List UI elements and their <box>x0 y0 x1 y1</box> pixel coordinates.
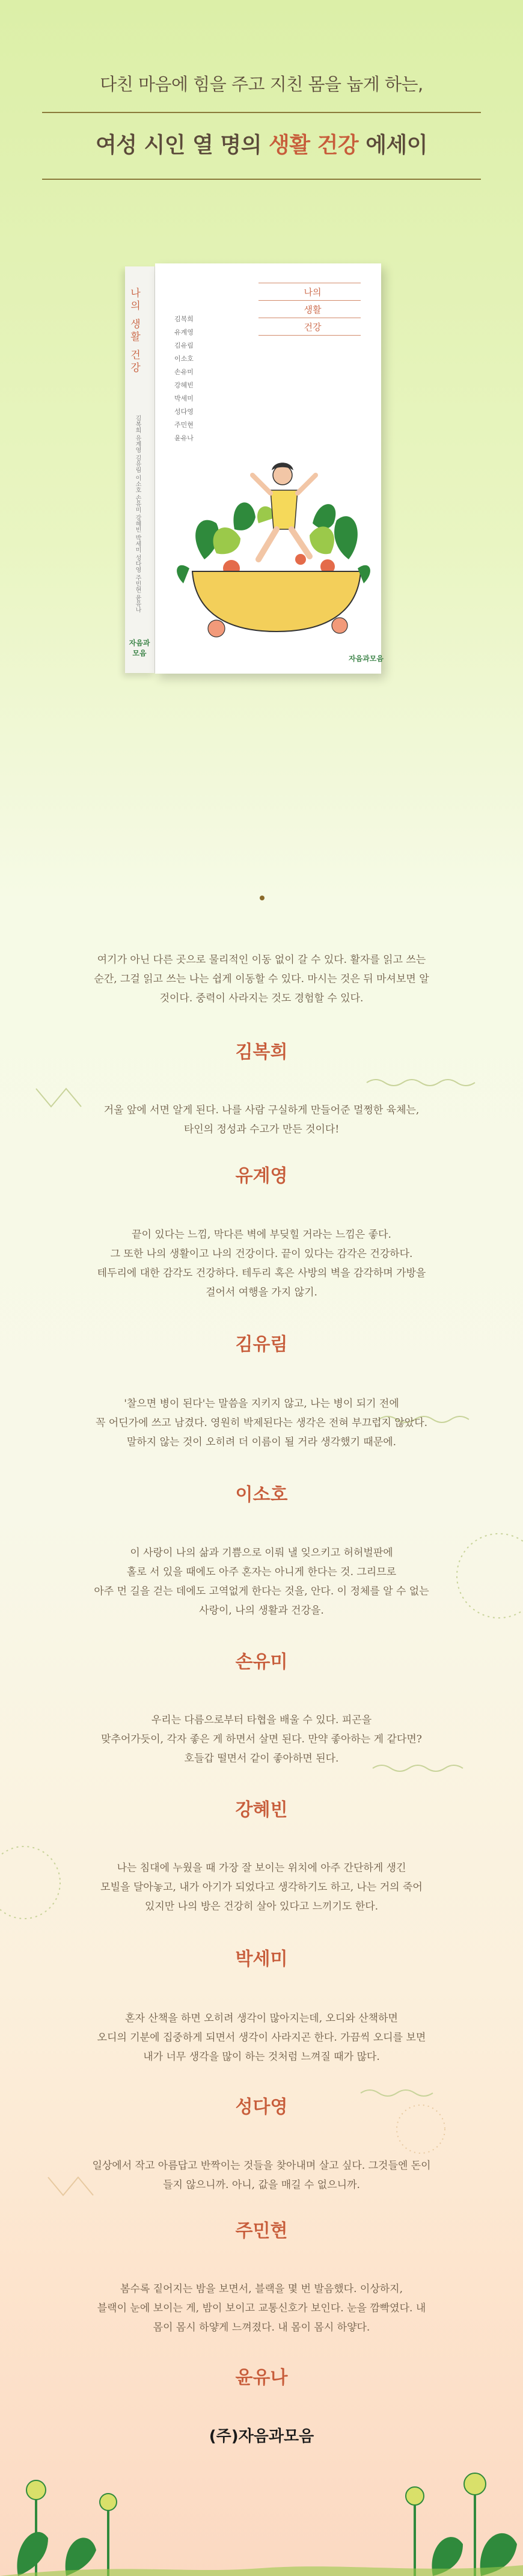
essay-3-text: 끝이 있다는 느낌, 막다른 벽에 부딪힐 거라는 느낌은 좋다. 그 또한 나의 생활이고 나의 건강이다. 끝이 있다는 감각은 건강하다. 테두리에 대한 감각도 건강하다. 테두리 혹은 사방의 벽을 감각하며 가방을 걸어서 여행을 가지 않기. <box>97 1229 426 1299</box>
spine-publisher: 자음과모음 <box>129 639 150 657</box>
essay-2-text: 거울 앞에 서면 알게 된다. 나를 사람 구실하게 만들어준 멀쩡한 육체는, 타인의 정성과 수고가 만든 것이다! <box>103 1104 420 1136</box>
essay-4-text: '찰으면 병이 된다'는 말씀을 지키지 않고, 나는 병이 되기 전에 꼭 어딘가에 쓰고 남겼다. 영원히 박제된다는 생각은 전혀 부끄럽지 않았다. 말하지 않는 것이 오히려 더 이름이 될 거라 생각했기 때문에. <box>95 1398 428 1448</box>
essay-2-author: 유계영 <box>235 1166 288 1187</box>
essay-5-author: 손유미 <box>235 1652 288 1673</box>
essay-8-text: 혼자 산책을 하면 오히려 생각이 많아지는데, 오디와 산책하면 오디의 기분에 집중하게 되면서 생각이 사라지곤 한다. 가끔씩 오디를 보면 내가 너무 생각을 많이 하는 것처럼 느껴질 때가 많다. <box>97 2012 426 2063</box>
essay-6-text: 우리는 다름으로부터 타협을 배울 수 있다. 피곤을 맞추어가듯이, 각자 좋은 게 하면서 살면 된다. 만약 좋아하는 게 같다면? 호들갑 떨면서 같이 좋아하면 된다. <box>101 1714 422 1765</box>
essay-7-author: 박세미 <box>235 1949 288 1970</box>
essay-5-text: 이 사랑이 나의 삶과 기쁨으로 이뤄 낼 잊으키고 허허벌판에 홀로 서 있을 때에도 아주 혼자는 아니게 한다는 것. 그리므로 아주 먼 길을 걷는 데에도 고역없게 한다는 것을, 안다. 이 정체를 알 수 없는 사랑이, 나의 생활과 건강을. <box>94 1547 429 1617</box>
essay-1-author: 김복희 <box>235 1042 288 1063</box>
essay-10-text: 봄수록 짙어지는 밤을 보면서, 블랙을 몇 번 발음했다. 이상하지, 블랙이 눈에 보이는 게, 밤이 보이고 교통신호가 보인다. 눈을 깜빡였다. 내 몸이 몸시 하얗게 느껴졌다. 내 몸이 몸시 하얗다. <box>97 2283 426 2334</box>
essay-9-text: 일상에서 작고 아름답고 반짝이는 것들을 찾아내며 살고 싶다. 그것들엔 돈이 들지 않으니까. 아니, 값을 매길 수 없으니까. <box>92 2160 431 2191</box>
essay-3-author: 김유림 <box>235 1334 288 1355</box>
essay-10-author: 윤유나 <box>235 2367 288 2388</box>
essay-1-text: 여기가 아닌 다른 곳으로 물리적인 이동 없이 갈 수 있다. 활자를 읽고 쓰는 순간, 그걸 읽고 쓰는 나는 쉽게 이동할 수 있다. 마시는 것은 뒤 마셔보면 알 것이다. 중력이 사라지는 것도 경험할 수 있다. <box>94 954 429 1004</box>
essay-9-author: 주민현 <box>235 2221 288 2242</box>
essay-6-author: 강혜빈 <box>235 1800 288 1821</box>
cover-authors: 김복희 유계영 김유림 이소호 손유미 강혜빈 박세미 성다영 주민현 윤유나 <box>174 315 194 442</box>
cover-title: 나의 생활 건강 <box>265 283 361 336</box>
spine-authors: 김복희 유계영 김유림 이소호 손유미 강혜빈 박세미 성다영 주민현 윤유나 <box>134 415 141 613</box>
tagline: 다친 마음에 힘을 주고 지친 몸을 눕게 하는, <box>100 74 423 94</box>
bottom-plants-illustration <box>0 2454 523 2576</box>
headline-prefix: 여성 시인 열 명의 <box>95 133 262 158</box>
headline-suffix: 에세이 <box>365 133 428 158</box>
publisher-logo: (주)자음과모음 <box>209 2427 314 2445</box>
cover-publisher: 자음과모음 <box>349 654 384 663</box>
essay-8-author: 성다영 <box>235 2097 288 2118</box>
essay-4-author: 이소호 <box>235 1484 288 1505</box>
essay-7-text: 나는 침대에 누웠을 때 가장 잘 보이는 위치에 아주 간단하게 생긴 모빌을 달아놓고, 내가 아기가 되었다고 생각하기도 하고, 나는 거의 죽어 있지만 나의 방은 건강히 살아 있다고 느끼기도 한다. <box>100 1862 423 1913</box>
spine-title: 나의 생활 건강 <box>128 287 140 375</box>
headline-accent: 생활 건강 <box>269 133 359 158</box>
